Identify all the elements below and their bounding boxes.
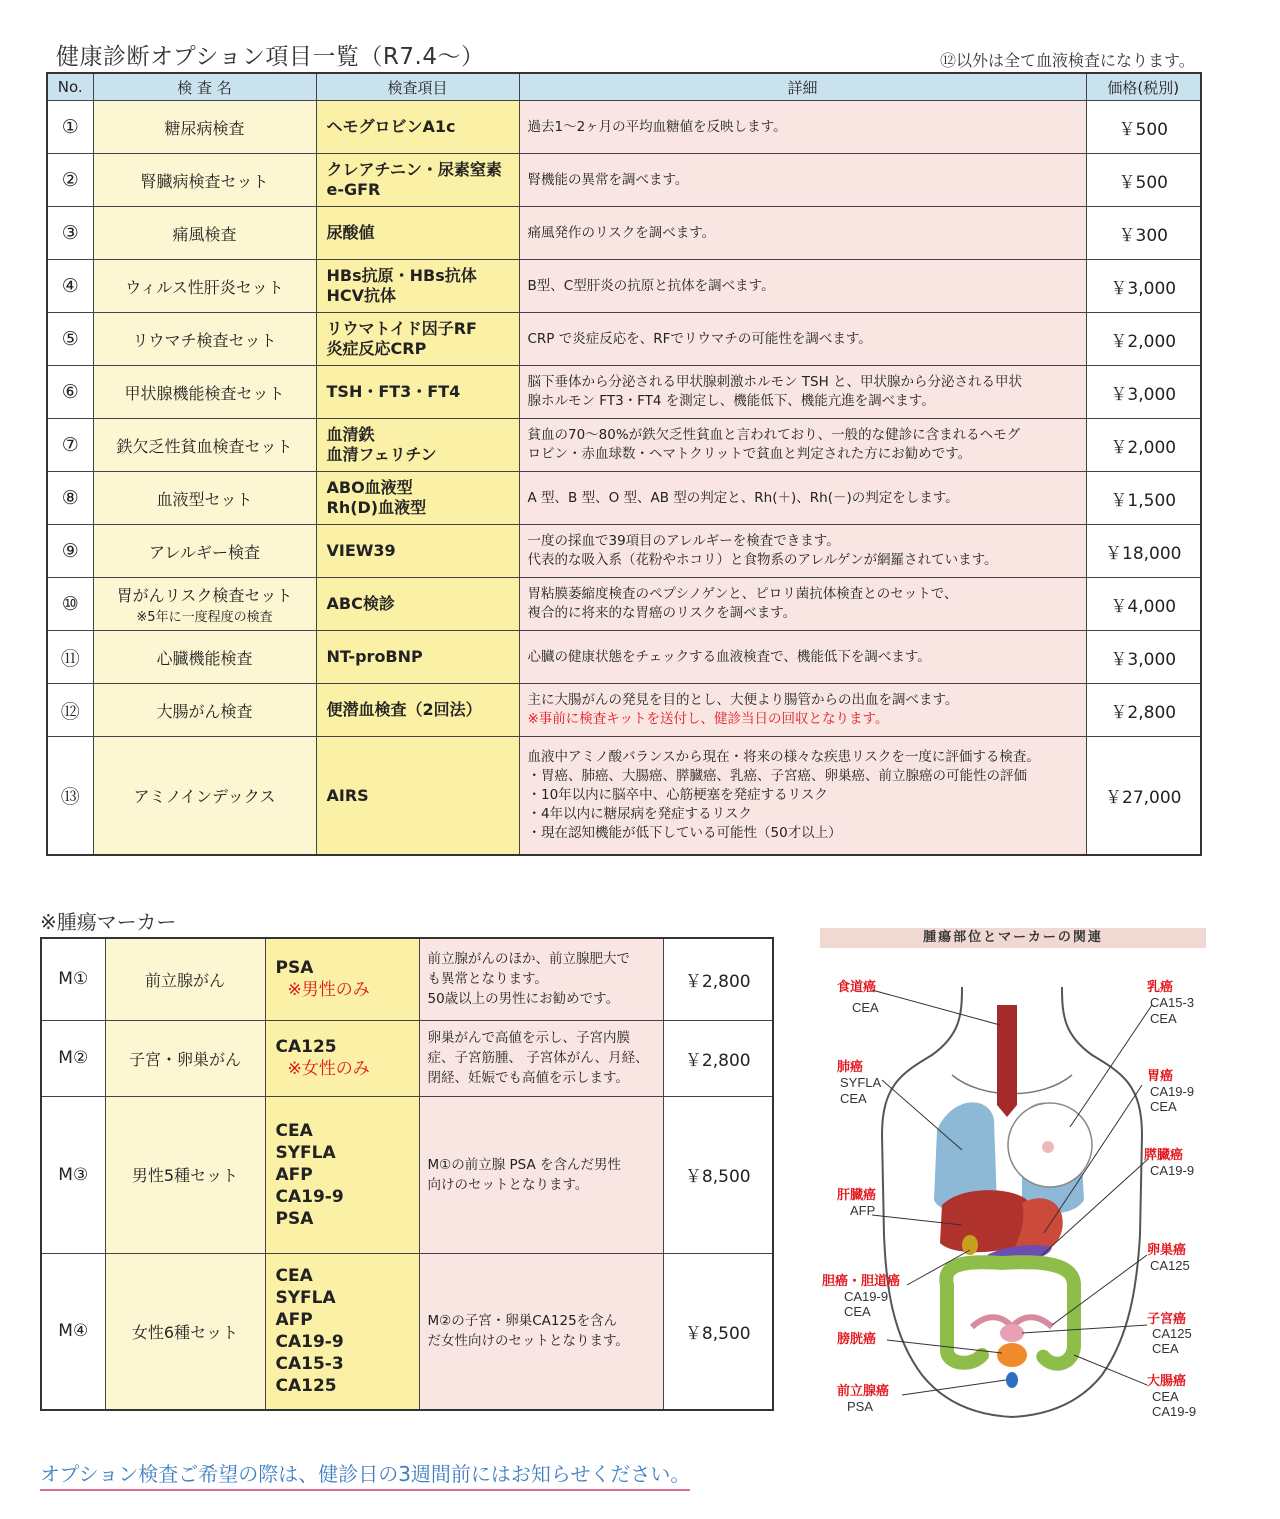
label-prostate: 前立腺癌 [837, 1383, 890, 1398]
row-item [265, 1020, 419, 1096]
row-detail [519, 207, 1086, 260]
label-liver: 肝臓癌 [837, 1187, 877, 1202]
row-detail [519, 684, 1086, 737]
row-name: 男性5種セット [105, 1096, 265, 1253]
row-name: 前立腺がん [105, 938, 265, 1020]
row-price: ￥8,500 [663, 1253, 773, 1410]
item-line: Rh(D)血液型 [326, 498, 427, 517]
item-line: 尿酸値 [326, 223, 375, 242]
detail-line: 貧血の70～80%が鉄欠乏性貧血と言われており、一般的な健診に含まれるヘモグ [527, 427, 1021, 443]
row-detail [419, 1020, 663, 1096]
marker-uterus-1: CA125 [1152, 1326, 1192, 1341]
gallbladder [962, 1235, 978, 1255]
item-note: ※女性のみ [287, 1059, 370, 1079]
row-detail [519, 525, 1086, 578]
table-row [41, 1253, 773, 1410]
row-item [316, 525, 519, 578]
table-row [41, 1020, 773, 1096]
row-no: ⑦ [47, 419, 93, 472]
row-detail [519, 101, 1086, 154]
row-no: ② [47, 154, 93, 207]
row-detail [519, 313, 1086, 366]
row-item [265, 938, 419, 1020]
row-price: ￥1,500 [1086, 472, 1201, 525]
item-line: 血清フェリチン [326, 445, 437, 464]
name-sub-note: ※5年に一度程度の検査 [136, 610, 273, 625]
marker-stomach-2: CEA [1150, 1099, 1177, 1114]
row-price: ￥27,000 [1086, 737, 1201, 856]
item-line: CA19-9 [275, 1186, 344, 1207]
row-name: 心臓機能検査 [93, 631, 316, 684]
row-detail [519, 631, 1086, 684]
marker-lung-2: CEA [840, 1091, 867, 1106]
header-no: No. [47, 73, 93, 101]
item-line: CA125 [275, 1376, 337, 1397]
marker-gallbladder-1: CA19-9 [844, 1289, 889, 1304]
row-item [265, 1096, 419, 1253]
row-no: M② [41, 1020, 105, 1096]
row-item [316, 419, 519, 472]
item-line: HBs抗原・HBs抗体 [326, 266, 477, 285]
row-item [316, 684, 519, 737]
table-row [47, 154, 1201, 207]
row-no: ④ [47, 260, 93, 313]
row-name: ウィルス性肝炎セット [93, 260, 316, 313]
item-line: AFP [275, 1164, 313, 1185]
detail-line: M①の前立腺 PSA を含んだ男性 [427, 1156, 622, 1173]
row-no: ⑫ [47, 684, 93, 737]
row-price: ￥2,000 [1086, 313, 1201, 366]
tumor-body-diagram [812, 955, 1222, 1425]
detail-line: 胃粘膜萎縮度検査のペプシノゲンと、ピロリ菌抗体検査とのセットで、 [527, 586, 958, 602]
row-item [316, 101, 519, 154]
row-name [93, 578, 316, 631]
item-line: 便潜血検査（2回法） [326, 700, 482, 719]
detail-line: 一度の採血で39項目のアレルギーを検査できます。 [527, 533, 840, 549]
header-name: 検 査 名 [93, 73, 316, 101]
table-row [47, 207, 1201, 260]
row-detail [519, 578, 1086, 631]
row-name: 痛風検査 [93, 207, 316, 260]
detail-line: も異常となります。 [427, 971, 548, 988]
row-detail [519, 366, 1086, 419]
item-line: NT-proBNP [326, 647, 423, 666]
table-row [41, 1096, 773, 1253]
detail-line: 卵巣がんで高値を示し、子宮内膜 [427, 1030, 630, 1046]
marker-prostate: PSA [847, 1399, 874, 1414]
detail-line: ・胃癌、肺癌、大腸癌、膵臓癌、乳癌、子宮癌、卵巣癌、前立腺癌の可能性の評価 [527, 768, 1027, 784]
item-line: CEA [275, 1266, 313, 1287]
item-note: ※男性のみ [287, 980, 370, 1001]
page-title: 健康診断オプション項目一覧（R7.4～） [56, 44, 485, 70]
item-line: クレアチニン・尿素窒素 [326, 160, 502, 179]
name-line: 胃がんリスク検査セット [116, 586, 293, 605]
row-name: リウマチ検査セット [93, 313, 316, 366]
table-row [47, 472, 1201, 525]
label-colon: 大腸癌 [1147, 1373, 1187, 1388]
detail-line: 心臓の健康状態をチェックする血液検査で、機能低下を調べます。 [527, 648, 931, 665]
table-row [47, 313, 1201, 366]
row-detail [519, 472, 1086, 525]
detail-line: ・4年以内に糖尿病を発症するリスク [527, 806, 752, 822]
row-item [316, 207, 519, 260]
table-row [47, 631, 1201, 684]
row-name: 鉄欠乏性貧血検査セット [93, 419, 316, 472]
marker-colon-2: CA19-9 [1152, 1404, 1197, 1419]
label-pancreas: 膵臓癌 [1144, 1147, 1184, 1162]
item-line: TSH・FT3・FT4 [326, 382, 461, 401]
option-table [46, 72, 1202, 856]
detail-line: 痛風発作のリスクを調べます。 [527, 224, 716, 241]
row-item [316, 472, 519, 525]
item-line: PSA [275, 958, 314, 979]
item-line: CA125 [275, 1037, 337, 1057]
label-lung: 肺癌 [837, 1059, 864, 1074]
row-no: ⑪ [47, 631, 93, 684]
detail-line: 過去1～2ヶ月の平均血糖値を反映します。 [527, 118, 787, 135]
table-row [47, 260, 1201, 313]
item-line: HCV抗体 [326, 286, 397, 305]
detail-warning: ※事前に検査キットを送付し、健診当日の回収となります。 [527, 711, 889, 727]
marker-breast-2: CEA [1150, 1011, 1177, 1026]
item-line: ヘモグロビンA1c [326, 117, 456, 136]
row-no: M④ [41, 1253, 105, 1410]
row-name: 糖尿病検査 [93, 101, 316, 154]
marker-liver: AFP [850, 1203, 876, 1218]
marker-gallbladder-2: CEA [844, 1304, 871, 1319]
marker-breast-1: CA15-3 [1150, 995, 1195, 1010]
row-name: アミノインデックス [93, 737, 316, 856]
label-gallbladder: 胆癌・胆道癌 [822, 1273, 901, 1288]
breast-center [1042, 1141, 1054, 1153]
row-no: ⑤ [47, 313, 93, 366]
detail-line: 脳下垂体から分泌される甲状腺刺激ホルモン TSH と、甲状腺から分泌される甲状 [527, 374, 1023, 390]
item-line: 炎症反応CRP [326, 339, 427, 358]
label-stomach: 胃癌 [1147, 1068, 1174, 1083]
detail-line: ロビン・赤血球数・ヘマトクリットで貧血と判定された方にお勧めです。 [527, 446, 972, 462]
row-item [316, 631, 519, 684]
pointer-prostate [902, 1380, 1006, 1395]
row-no: ⑨ [47, 525, 93, 578]
row-name: 血液型セット [93, 472, 316, 525]
item-line: SYFLA [275, 1142, 336, 1163]
tumor-marker-title: ※腫瘍マーカー [40, 910, 177, 934]
esophagus [997, 1005, 1017, 1117]
detail-line: 腎機能の異常を調べます。 [527, 171, 689, 188]
tumor-marker-table [40, 937, 774, 1411]
table-row [47, 737, 1201, 856]
detail-line: 症、子宮筋腫、 子宮体がん、月経、 [427, 1050, 649, 1066]
prostate [1006, 1372, 1018, 1388]
marker-ovary: CA125 [1150, 1258, 1190, 1273]
row-detail [519, 260, 1086, 313]
diagram-title: 腫瘍部位とマーカーの関連 [820, 928, 1206, 948]
detail-line: 代表的な吸入系（花粉やホコリ）と食物系のアレルゲンが網羅されています。 [527, 552, 998, 568]
label-bladder: 膀胱癌 [837, 1331, 877, 1346]
uterus-body [1000, 1324, 1024, 1342]
row-no: ⑬ [47, 737, 93, 856]
item-line: ABC検診 [326, 594, 395, 613]
item-line: e-GFR [326, 180, 381, 199]
marker-stomach-1: CA19-9 [1150, 1084, 1195, 1099]
table-row [47, 366, 1201, 419]
row-no: M③ [41, 1096, 105, 1253]
item-line: リウマトイド因子RF [326, 319, 477, 338]
item-line: AFP [275, 1310, 313, 1331]
item-line: PSA [275, 1208, 314, 1229]
detail-line: B型、C型肝炎の抗原と抗体を調べます。 [527, 277, 775, 294]
row-detail [419, 1096, 663, 1253]
row-no: ⑥ [47, 366, 93, 419]
row-price: ￥2,800 [1086, 684, 1201, 737]
row-detail [519, 154, 1086, 207]
detail-line: 主に大腸がんの発見を目的とし、大便より腸管からの出血を調べます。 [527, 692, 959, 708]
row-price: ￥500 [1086, 154, 1201, 207]
pointer-uterus [1022, 1325, 1147, 1333]
detail-line: A 型、B 型、O 型、AB 型の判定と、Rh(＋)、Rh(－)の判定をします。 [527, 489, 959, 506]
table-row [41, 938, 773, 1020]
detail-line: M②の子宮・卵巣CA125を含ん [427, 1313, 618, 1330]
row-item [316, 737, 519, 856]
row-item [265, 1253, 419, 1410]
row-item [316, 154, 519, 207]
table-row [47, 419, 1201, 472]
item-line: SYFLA [275, 1288, 336, 1309]
detail-line: ・10年以内に脳卒中、心筋梗塞を発症するリスク [527, 787, 828, 803]
row-no: M① [41, 938, 105, 1020]
row-price: ￥300 [1086, 207, 1201, 260]
table-row [47, 578, 1201, 631]
table-header [47, 73, 1201, 101]
marker-uterus-2: CEA [1152, 1341, 1179, 1356]
row-detail [519, 419, 1086, 472]
row-price: ￥2,800 [663, 1020, 773, 1096]
row-price: ￥8,500 [663, 1096, 773, 1253]
detail-line: 閉経、妊娠でも高値を示します。 [427, 1070, 629, 1086]
detail-line: 血液中アミノ酸バランスから現在・将来の様々な疾患リスクを一度に評価する検査。 [527, 749, 1040, 765]
marker-pancreas: CA19-9 [1150, 1163, 1195, 1178]
blood-test-note: ⑫以外は全て血液検査になります。 [940, 51, 1195, 70]
row-item [316, 366, 519, 419]
row-name: アレルギー検査 [93, 525, 316, 578]
row-price: ￥4,000 [1086, 578, 1201, 631]
marker-colon-1: CEA [1152, 1389, 1179, 1404]
row-item [316, 578, 519, 631]
detail-line: ・現在認知機能が低下している可能性（50才以上） [527, 825, 842, 841]
label-esophagus: 食道癌 [837, 979, 877, 994]
row-detail [419, 1253, 663, 1410]
row-item [316, 313, 519, 366]
bladder [997, 1343, 1027, 1367]
header-price: 価格(税別) [1086, 73, 1201, 101]
row-price: ￥3,000 [1086, 260, 1201, 313]
row-item [316, 260, 519, 313]
row-name: 腎臓病検査セット [93, 154, 316, 207]
row-price: ￥3,000 [1086, 631, 1201, 684]
row-price: ￥3,000 [1086, 366, 1201, 419]
row-no: ⑧ [47, 472, 93, 525]
row-detail [419, 938, 663, 1020]
item-line: CEA [275, 1120, 313, 1141]
row-name: 甲状腺機能検査セット [93, 366, 316, 419]
row-no: ③ [47, 207, 93, 260]
header-detail: 詳細 [519, 73, 1086, 101]
item-line: AIRS [326, 785, 369, 805]
row-detail [519, 737, 1086, 856]
row-price: ￥500 [1086, 101, 1201, 154]
liver [940, 1190, 1027, 1252]
label-breast: 乳癌 [1147, 979, 1174, 994]
table-row [47, 525, 1201, 578]
row-price: ￥18,000 [1086, 525, 1201, 578]
row-name: 子宮・卵巣がん [105, 1020, 265, 1096]
label-uterus: 子宮癌 [1147, 1311, 1187, 1326]
item-line: 血清鉄 [326, 425, 375, 444]
row-price: ￥2,800 [663, 938, 773, 1020]
header-item: 検査項目 [316, 73, 519, 101]
footer-notice: オプション検査ご希望の際は、健診日の3週間前にはお知らせください。 [40, 1458, 690, 1491]
row-name: 女性6種セット [105, 1253, 265, 1410]
marker-esophagus: CEA [852, 1000, 879, 1015]
label-ovary: 卵巣癌 [1147, 1242, 1187, 1257]
table-row [47, 684, 1201, 737]
row-no: ① [47, 101, 93, 154]
row-price: ￥2,000 [1086, 419, 1201, 472]
row-no: ⑩ [47, 578, 93, 631]
item-line: CA19-9 [275, 1332, 344, 1353]
item-line: VIEW39 [326, 541, 396, 560]
detail-line: 前立腺がんのほか、前立腺肥大で [427, 951, 630, 968]
detail-line: 50歳以上の男性にお勧めです。 [427, 991, 620, 1008]
table-row [47, 101, 1201, 154]
detail-line: だ女性向けのセットとなります。 [427, 1333, 629, 1350]
item-line: ABO血液型 [326, 478, 413, 497]
detail-line: CRP で炎症反応を、RFでリウマチの可能性を調べます。 [527, 330, 872, 347]
item-line: CA15-3 [275, 1354, 344, 1375]
pointer-esophagus [872, 990, 1000, 1025]
detail-line: 向けのセットとなります。 [427, 1176, 589, 1193]
detail-line: 複合的に将来的な胃癌のリスクを調べます。 [527, 605, 797, 621]
row-name: 大腸がん検査 [93, 684, 316, 737]
detail-line: 腺ホルモン FT3・FT4 を測定し、機能低下、機能亢進を調べます。 [527, 393, 935, 409]
marker-lung-1: SYFLA [840, 1075, 882, 1090]
